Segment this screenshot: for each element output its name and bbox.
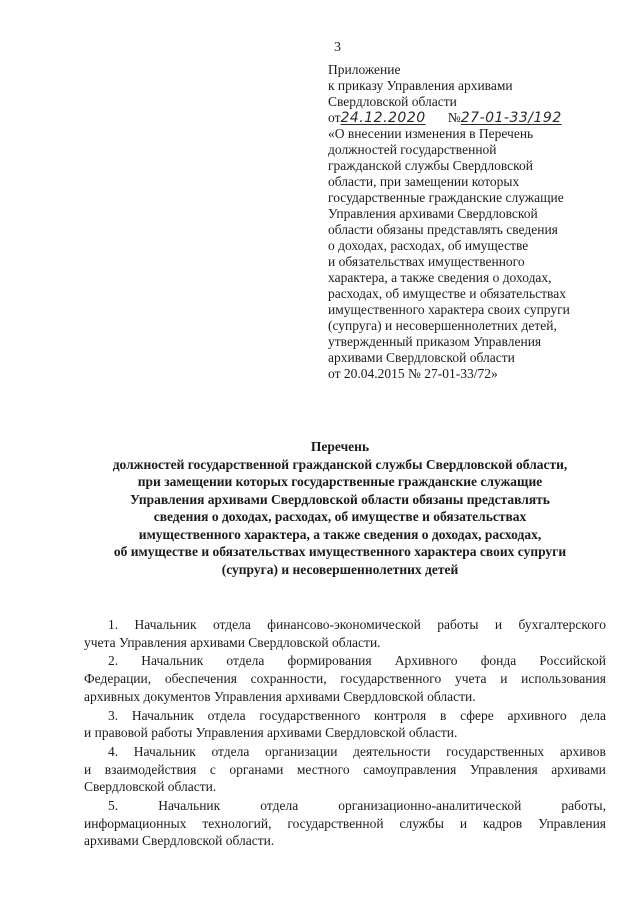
title-line: (супруга) и несовершеннолетних детей <box>221 561 459 577</box>
appendix-quote-line: государственные гражданские служащие <box>328 190 564 205</box>
list-item-line: учета Управления архивами Свердловской области. <box>84 634 381 650</box>
page-number: 3 <box>334 40 341 55</box>
appendix-quote-line: Управления архивами Свердловской <box>328 206 538 221</box>
list-item-line: и взаимодействия с органами местного самоуправления Управления архивами <box>84 761 606 777</box>
list-item <box>84 743 606 796</box>
list-item-line: архивами Свердловской области. <box>84 833 275 849</box>
appendix-quote-line: области обязаны представлять сведения <box>328 222 558 237</box>
number-sign: № <box>447 110 461 125</box>
appendix-quote-line: архивами Свердловской области <box>328 350 515 365</box>
appendix-date-number-line <box>328 110 618 126</box>
appendix-quote-line: имущественного характера своих супруги <box>328 302 570 317</box>
list-item-line: и правовой работы Управления архивами Свердловской области. <box>84 725 458 741</box>
appendix-quote-line: должностей государственной <box>328 142 497 157</box>
document-title <box>60 438 620 578</box>
list-item <box>84 652 606 705</box>
list-item-line: Федерации, обеспечения сохранности, государственного учета и использования <box>84 671 606 687</box>
appendix-quote-line: о доходах, расходах, об имуществе <box>328 238 529 253</box>
appendix-quote-line: области, при замещении которых <box>328 174 520 189</box>
appendix-line-2: к приказу Управления архивами <box>328 78 513 93</box>
appendix-line-3: Свердловской области <box>328 94 457 109</box>
list-item-line: Свердловской области. <box>84 779 217 795</box>
from-prefix: от <box>328 110 341 125</box>
list-item <box>84 707 606 742</box>
list-item-line: 2. Начальник отдела формирования Архивного фонда Российской <box>108 653 606 669</box>
list-item-line: информационных технологий, государственной службы и кадров Управления <box>84 815 606 831</box>
list-item-line: 3. Начальник отдела государственного контроля в сфере архивного дела <box>108 707 606 723</box>
positions-list <box>84 616 606 851</box>
title-line: имущественного характера, а также сведения о доходах, расходах, <box>138 526 542 542</box>
handwritten-date: 24.12.2020 <box>340 110 426 126</box>
list-item-line: 5. Начальник отдела организационно-аналитической работы, <box>108 798 606 814</box>
title-line: должностей государственной гражданской службы Свердловской области, <box>112 456 568 472</box>
title-line: Управления архивами Свердловской области обязаны представлять <box>130 491 550 507</box>
appendix-quote-line: и обязательствах имущественного <box>328 254 525 269</box>
appendix-header <box>328 62 618 382</box>
list-item-line: архивных документов Управления архивами Свердловской области. <box>84 688 476 704</box>
list-item <box>84 616 606 651</box>
appendix-quote-line: утвержденный приказом Управления <box>328 334 542 349</box>
appendix-quote-line: характера, а также сведения о доходах, <box>328 270 552 285</box>
title-line: сведения о доходах, расходах, об имуществе и обязательствах <box>153 509 527 524</box>
appendix-quote-line: гражданской службы Свердловской <box>328 158 534 173</box>
appendix-quote-line: от 20.04.2015 № 27-01-33/72» <box>328 366 498 381</box>
handwritten-number: 27-01-33/192 <box>460 110 562 126</box>
list-item <box>84 797 606 850</box>
appendix-quote-line: (супруга) и несовершеннолетних детей, <box>328 318 557 333</box>
appendix-quote-line: «О внесении изменения в Перечень <box>328 126 534 141</box>
title-heading: Перечень <box>310 439 370 454</box>
appendix-quote-line: расходах, об имуществе и обязательствах <box>328 286 566 301</box>
title-line: об имуществе и обязательствах имущественного характера своих супруги <box>113 544 567 559</box>
title-line: при замещении которых государственные гражданские служащие <box>137 474 543 489</box>
appendix-line-1: Приложение <box>328 62 401 77</box>
list-item-line: 4. Начальник отдела организации деятельности государственных архивов <box>108 743 606 759</box>
list-item-line: 1. Начальник отдела финансово-экономической работы и бухгалтерского <box>108 617 606 632</box>
